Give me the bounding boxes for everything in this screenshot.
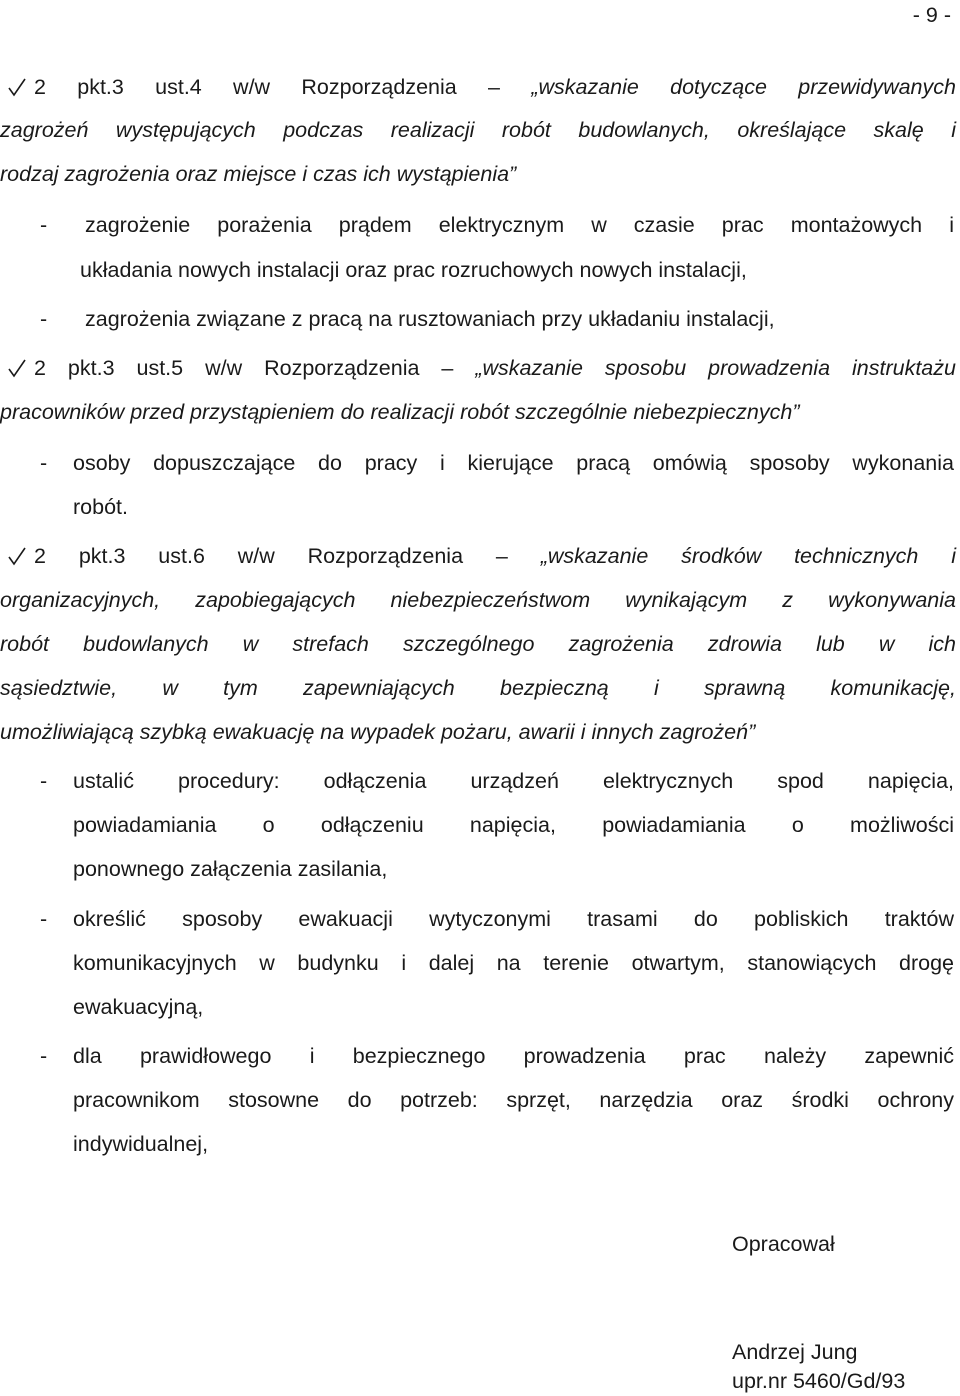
- signature-label: Opracował: [732, 1232, 835, 1256]
- section-3-title-line: organizacyjnych, zapobiegających niebezpieczeństwom wynikającym z wykonywania: [0, 588, 956, 612]
- list-item-line: zagrożenia związane z pracą na rusztowaniach przy układaniu instalacji,: [85, 307, 775, 331]
- section-3-title-line: umożliwiającą szybką ewakuację na wypadek pożaru, awarii i innych zagrożeń”: [0, 720, 756, 744]
- checkmark-icon: [8, 358, 26, 378]
- signature-registration: upr.nr 5460/Gd/93: [732, 1369, 906, 1393]
- section-1-ref: 2 pkt.3 ust.4 w/w Rozporządzenia: [34, 75, 457, 99]
- list-item-line: robót.: [73, 495, 128, 519]
- list-item-line: ustalić procedury: odłączenia urządzeń elektrycznych spod napięcia,: [73, 769, 954, 793]
- section-1-title-line: zagrożeń występujących podczas realizacji robót budowlanych, określające skalę i: [0, 118, 956, 142]
- list-item-line: indywidualnej,: [73, 1132, 209, 1156]
- bullet-dash: -: [40, 451, 48, 475]
- list-item-line: dla prawidłowego i bezpiecznego prowadzenia prac należy zapewnić: [73, 1044, 954, 1068]
- bullet-dash: -: [40, 307, 48, 331]
- list-item-line: osoby dopuszczające do pracy i kierujące pracą omówią sposoby wykonania: [73, 451, 954, 475]
- list-item-line: zagrożenie porażenia prądem elektrycznym w czasie prac montażowych i: [85, 213, 954, 237]
- bullet-dash: -: [40, 907, 48, 931]
- section-1-title-line: rodzaj zagrożenia oraz miejsce i czas ich wystąpienia”: [0, 162, 517, 186]
- list-item-line: komunikacyjnych w budynku i dalej na terenie otwartym, stanowiących drogę: [73, 951, 954, 975]
- section-1-dash: –: [488, 75, 501, 99]
- list-item-line: ponownego załączenia zasilania,: [73, 857, 388, 881]
- checkmark-icon: [8, 77, 26, 97]
- section-3-title-line: sąsiedztwie, w tym zapewniających bezpieczną i sprawną komunikację,: [0, 676, 956, 700]
- section-2-title-line: „wskazanie sposobu prowadzenia instruktażu: [475, 356, 956, 380]
- section-1-heading: [8, 72, 956, 102]
- list-item-line: układania nowych instalacji oraz prac rozruchowych nowych instalacji,: [80, 258, 747, 282]
- section-3-ref: 2 pkt.3 ust.6 w/w Rozporządzenia: [34, 544, 464, 568]
- list-item-line: określić sposoby ewakuacji wytyczonymi trasami do pobliskich traktów: [73, 907, 954, 931]
- section-3-title-line: „wskazanie środków technicznych i: [540, 544, 956, 568]
- section-1-title-line: „wskazanie dotyczące przewidywanych: [531, 75, 956, 99]
- signature-name: Andrzej Jung: [732, 1340, 858, 1364]
- section-2-ref: 2 pkt.3 ust.5 w/w Rozporządzenia: [34, 356, 420, 380]
- bullet-dash: -: [40, 769, 48, 793]
- page-number: - 9 -: [912, 3, 951, 27]
- list-item-line: pracownikom stosowne do potrzeb: sprzęt, narzędzia oraz środki ochrony: [73, 1088, 954, 1112]
- section-3-dash: –: [495, 544, 508, 568]
- section-2-dash: –: [441, 356, 454, 380]
- section-2-heading: [8, 353, 956, 383]
- section-3-title-line: robót budowlanych w strefach szczególnego zagrożenia zdrowia lub w ich: [0, 632, 956, 656]
- section-3-heading: [8, 541, 956, 571]
- list-item-line: ewakuacyjną,: [73, 995, 204, 1019]
- list-item-line: powiadamiania o odłączeniu napięcia, powiadamiania o możliwości: [73, 813, 954, 837]
- checkmark-icon: [8, 546, 26, 566]
- section-2-title-line: pracowników przed przystąpieniem do realizacji robót szczególnie niebezpiecznych”: [0, 400, 800, 424]
- bullet-dash: -: [40, 213, 48, 237]
- bullet-dash: -: [40, 1044, 48, 1068]
